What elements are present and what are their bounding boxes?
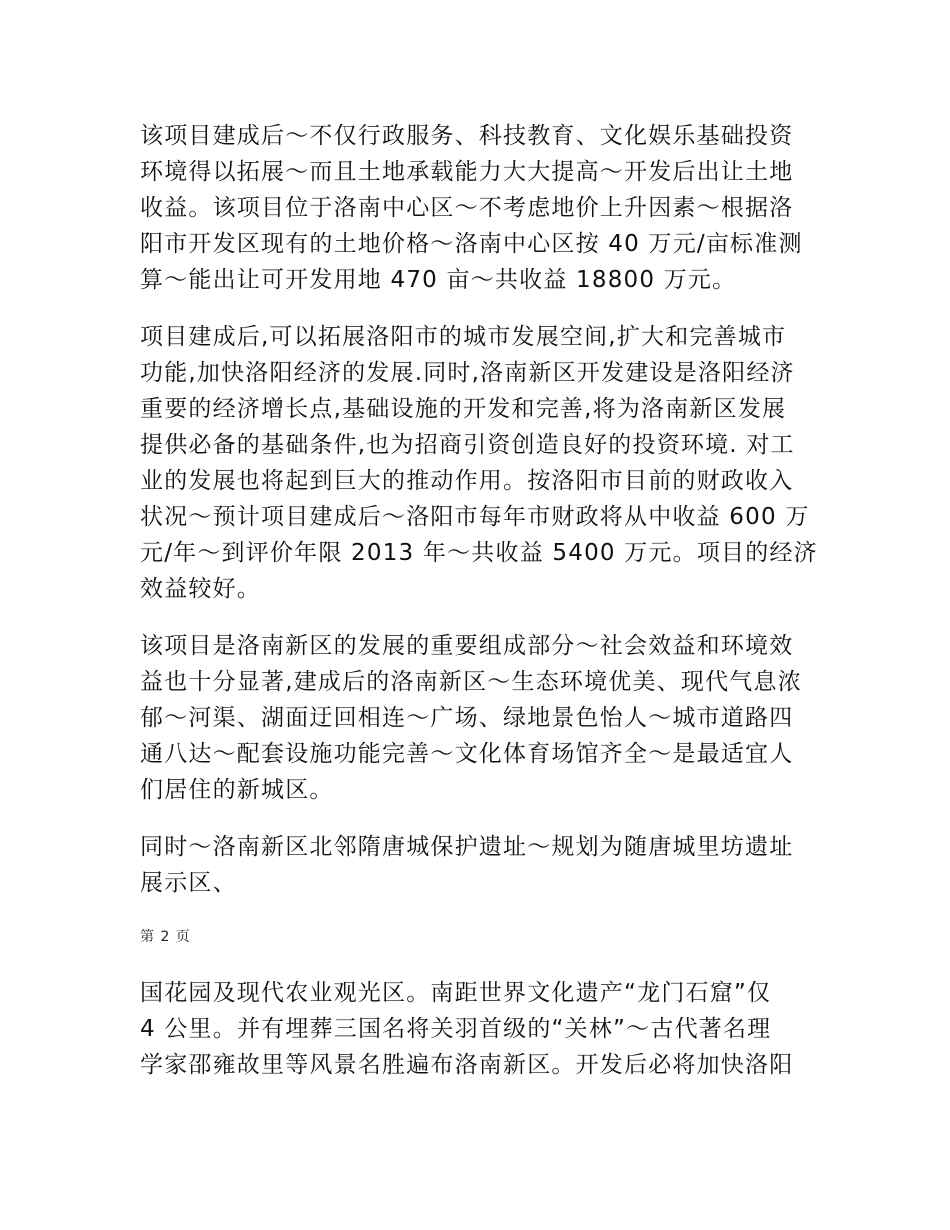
text-line: 状况～预计项目建成后～洛阳市每年市财政将从中收益 600 万 xyxy=(140,504,810,530)
text-line: 国花园及现代农业观光区。南距世界文化遗产“龙门石窟”仅 xyxy=(140,980,772,1006)
text-line: 该项目建成后～不仅行政服务、科技教育、文化娱乐基础投资 xyxy=(140,123,794,149)
text-line: 业的发展也将起到巨大的推动作用。按洛阳市目前的财政收入 xyxy=(140,468,794,494)
paragraph-land-revenue xyxy=(140,118,810,298)
text-line: 重要的经济增长点,基础设施的开发和完善,将为洛南新区发展 xyxy=(140,396,787,422)
text-line: 该项目是洛南新区的发展的重要组成部分～社会效益和环境效 xyxy=(140,633,794,659)
text-line: 郁～河渠、湖面迂回相连～广场、绿地景色怡人～城市道路四 xyxy=(140,705,794,731)
text-line: 阳市开发区现有的土地价格～洛南中心区按 40 万元/亩标准测 xyxy=(140,231,803,257)
paragraph-economic-benefit xyxy=(140,319,818,607)
text-line: 算～能出让可开发用地 470 亩～共收益 18800 万元。 xyxy=(140,267,737,293)
text-line: 通八达～配套设施功能完善～文化体育场馆齐全～是最适宜人 xyxy=(140,741,794,767)
text-line: 学家邵雍故里等风景名胜遍布洛南新区。开发后必将加快洛阳 xyxy=(140,1052,794,1078)
text-line: 提供必备的基础条件,也为招商引资创造良好的投资环境. 对工 xyxy=(140,432,795,458)
text-line: 同时～洛南新区北邻隋唐城保护遗址～规划为随唐城里坊遗址 xyxy=(140,834,794,860)
text-line: 效益较好。 xyxy=(140,576,261,602)
text-line: 益也十分显著,建成后的洛南新区～生态环境优美、现代气息浓 xyxy=(140,669,802,695)
text-line: 项目建成后,可以拓展洛阳市的城市发展空间,扩大和完善城市 xyxy=(140,324,787,350)
text-line: 功能,加快洛阳经济的发展.同时,洛南新区开发建设是洛阳经济 xyxy=(140,360,795,386)
paragraph-heritage-site xyxy=(140,829,810,901)
text-line: 环境得以拓展～而且土地承载能力大大提高～开发后出让土地 xyxy=(140,159,794,185)
text-line: 收益。该项目位于洛南中心区～不考虑地价上升因素～根据洛 xyxy=(140,195,794,221)
text-line: 元/年～到评价年限 2013 年～共收益 5400 万元。项目的经济 xyxy=(140,540,818,566)
text-line: 们居住的新城区。 xyxy=(140,777,334,803)
text-line: 4 公里。并有埋葬三国名将关羽首级的“关林”～古代著名理 xyxy=(140,1016,772,1042)
text-line: 展示区、 xyxy=(140,870,237,896)
page-number: 第 2 页 xyxy=(140,929,191,945)
paragraph-continuation xyxy=(140,975,810,1083)
paragraph-social-benefit xyxy=(140,628,810,808)
document-body xyxy=(140,118,818,1083)
